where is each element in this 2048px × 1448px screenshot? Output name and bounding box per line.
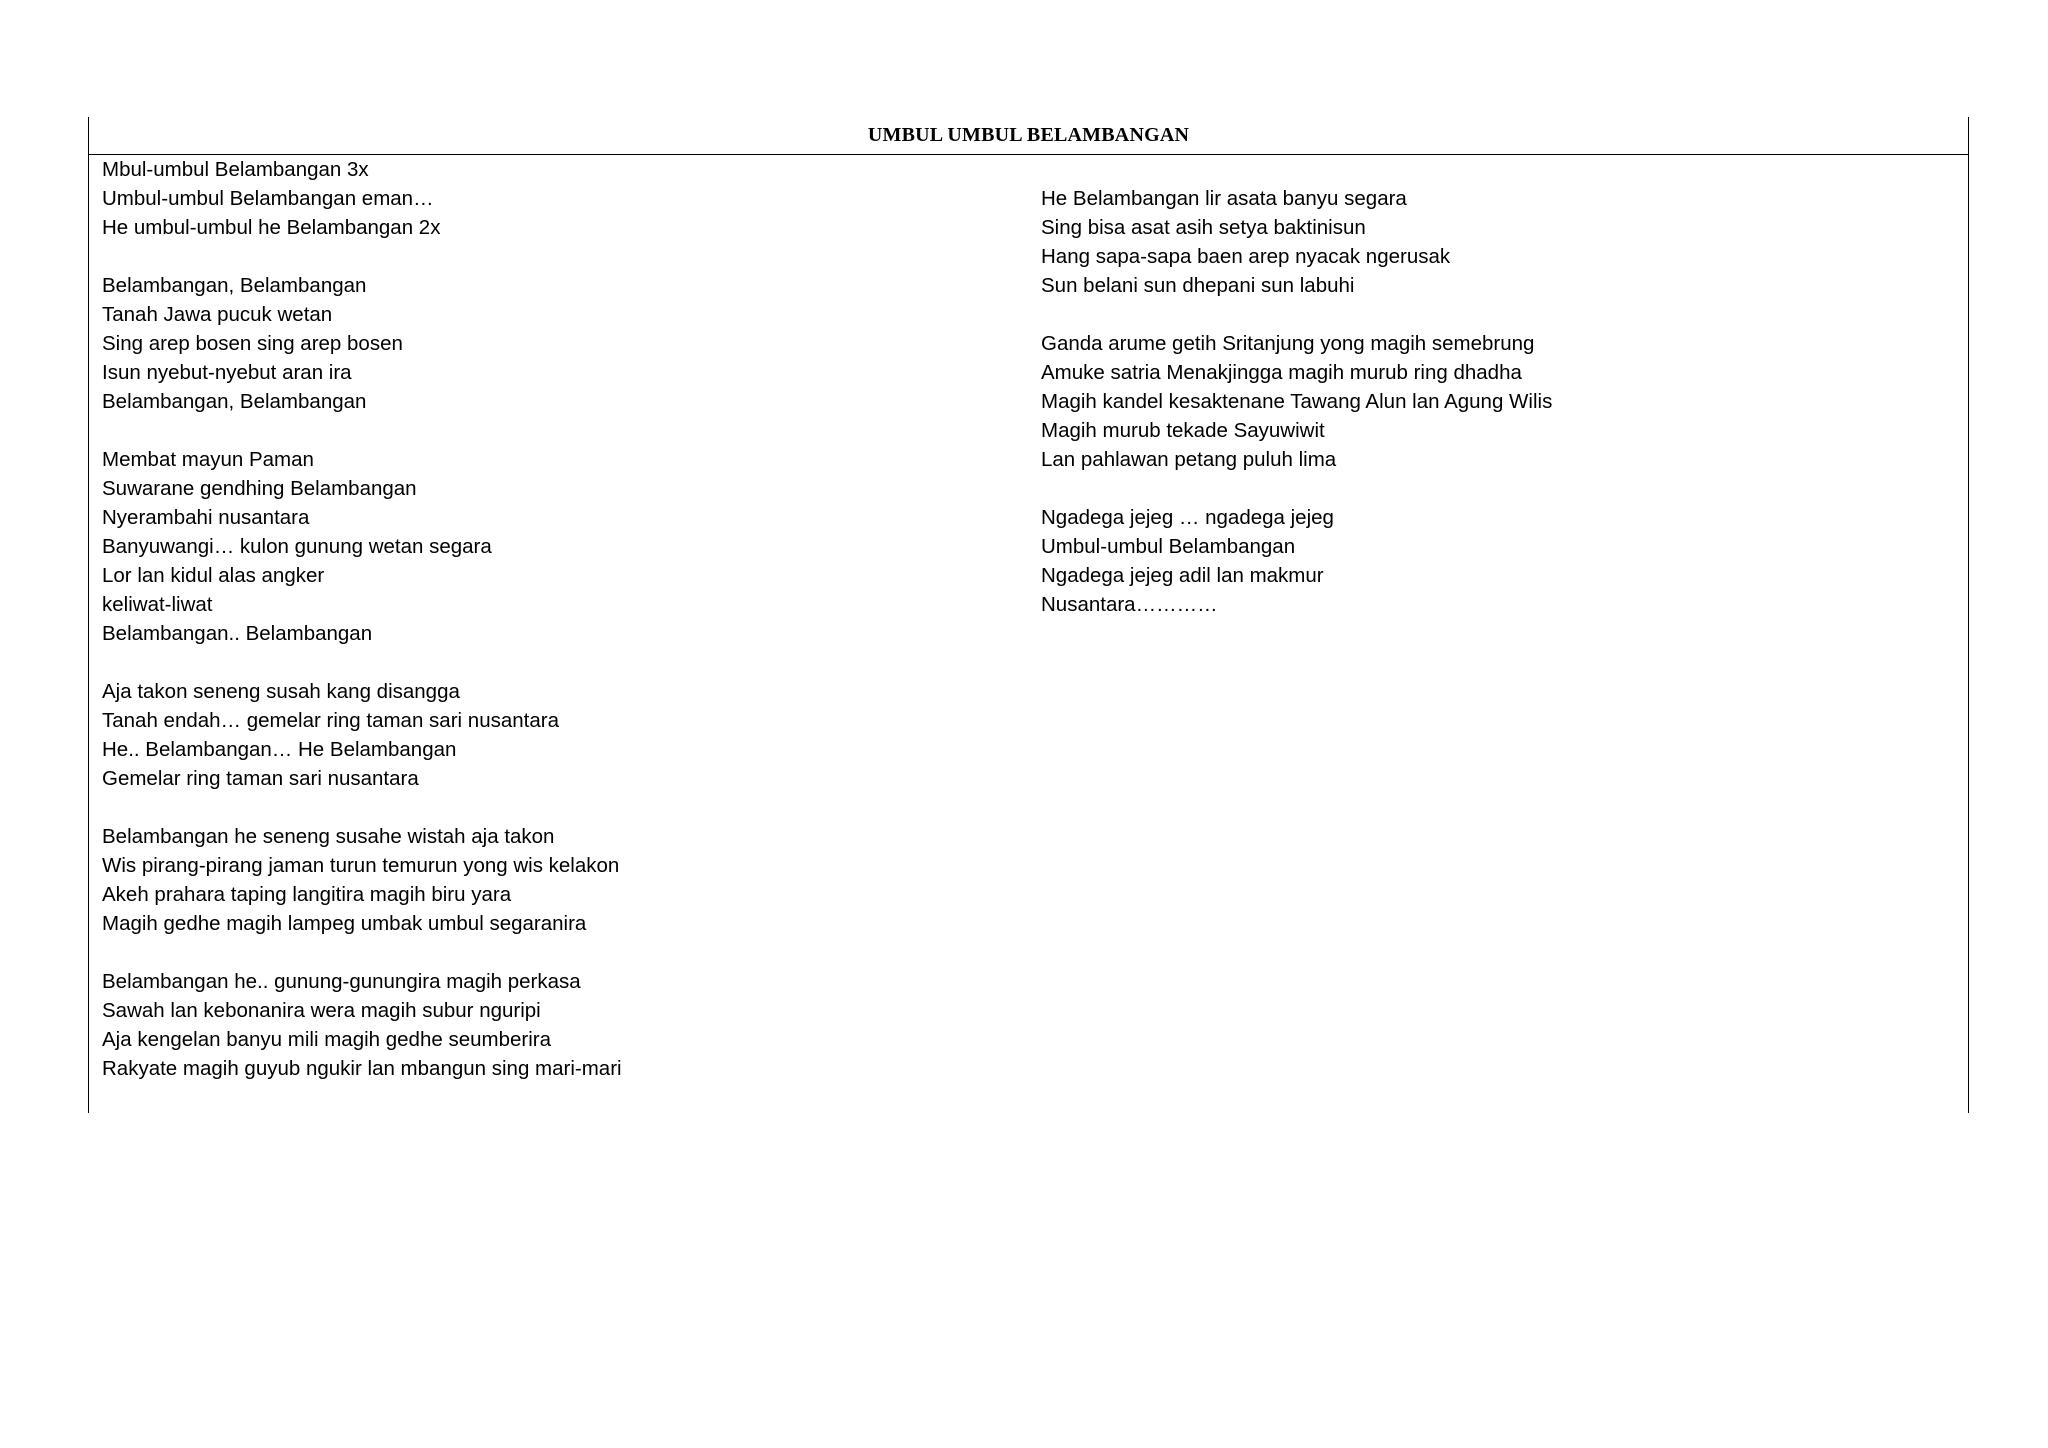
lyric-line: Aja kengelan banyu mili magih gedhe seumberira <box>102 1028 551 1051</box>
lyric-line: Aja takon seneng susah kang disangga <box>102 680 460 703</box>
stanza <box>102 271 1002 416</box>
lyric-line: Wis pirang-pirang jaman turun temurun yong wis kelakon <box>102 854 620 877</box>
lyric-line: Belambangan.. Belambangan <box>102 622 373 645</box>
stanza <box>102 155 1002 242</box>
lyric-line: Akeh prahara taping langitira magih biru yara <box>102 883 512 906</box>
lyric-line: Sing bisa asat asih setya baktinisun <box>1041 216 1366 239</box>
lyric-line: Banyuwangi… kulon gunung wetan segara <box>102 535 492 558</box>
right-column <box>1041 155 1941 648</box>
lyric-line: Magih kandel kesaktenane Tawang Alun lan Agung Wilis <box>1041 390 1553 413</box>
lyric-line: Isun nyebut-nyebut aran ira <box>102 361 352 384</box>
stanza <box>1041 329 1941 474</box>
lyric-line: Membat mayun Paman <box>102 448 314 471</box>
lyric-line: Amuke satria Menakjingga magih murub ring dhadha <box>1041 361 1522 384</box>
lyric-line: Magih murub tekade Sayuwiwit <box>1041 419 1325 442</box>
stanza <box>102 822 1002 938</box>
lyric-line: Nusantara………… <box>1041 593 1218 616</box>
lyric-line: Ngadega jejeg … ngadega jejeg <box>1041 506 1334 529</box>
stanza <box>1041 184 1941 300</box>
spacer <box>1041 155 1941 184</box>
stanza <box>102 445 1002 648</box>
lyric-line: Gemelar ring taman sari nusantara <box>102 767 419 790</box>
lyric-line: He Belambangan lir asata banyu segara <box>1041 187 1407 210</box>
lyric-line: Ngadega jejeg adil lan makmur <box>1041 564 1324 587</box>
lyric-line: Nyerambahi nusantara <box>102 506 310 529</box>
lyric-line: Rakyate magih guyub ngukir lan mbangun sing mari-mari <box>102 1057 622 1080</box>
lyric-line: Sun belani sun dhepani sun labuhi <box>1041 274 1355 297</box>
lyric-line: Tanah endah… gemelar ring taman sari nusantara <box>102 709 559 732</box>
stanza <box>1041 503 1941 619</box>
lyric-line: Magih gedhe magih lampeg umbak umbul segaranira <box>102 912 587 935</box>
lyric-line: Ganda arume getih Sritanjung yong magih semebrung <box>1041 332 1535 355</box>
lyric-line: Sawah lan kebonanira wera magih subur nguripi <box>102 999 541 1022</box>
lyric-line: He.. Belambangan… He Belambangan <box>102 738 457 761</box>
lyric-line: Suwarane gendhing Belambangan <box>102 477 417 500</box>
stanza <box>102 677 1002 793</box>
lyric-line: keliwat-liwat <box>102 593 213 616</box>
lyric-line: Mbul-umbul Belambangan 3x <box>102 158 369 181</box>
lyric-line: He umbul-umbul he Belambangan 2x <box>102 216 441 239</box>
lyric-line: Sing arep bosen sing arep bosen <box>102 332 403 355</box>
lyric-line: Belambangan he seneng susahe wistah aja takon <box>102 825 555 848</box>
lyric-line: Umbul-umbul Belambangan eman… <box>102 187 434 210</box>
lyric-line: Lan pahlawan petang puluh lima <box>1041 448 1337 471</box>
lyric-line: Hang sapa-sapa baen arep nyacak ngerusak <box>1041 245 1451 268</box>
stanza <box>102 967 1002 1083</box>
lyric-line: Belambangan he.. gunung-gunungira magih perkasa <box>102 970 581 993</box>
document-frame <box>88 117 1969 1113</box>
lyric-line: Tanah Jawa pucuk wetan <box>102 303 333 326</box>
lyric-line: Belambangan, Belambangan <box>102 390 367 413</box>
left-column <box>102 155 1002 1112</box>
title-row <box>89 117 1968 155</box>
lyric-line: Lor lan kidul alas angker <box>102 564 325 587</box>
lyric-line: Belambangan, Belambangan <box>102 274 367 297</box>
document-title: UMBUL UMBUL BELAMBANGAN <box>867 124 1190 146</box>
lyric-line: Umbul-umbul Belambangan <box>1041 535 1296 558</box>
